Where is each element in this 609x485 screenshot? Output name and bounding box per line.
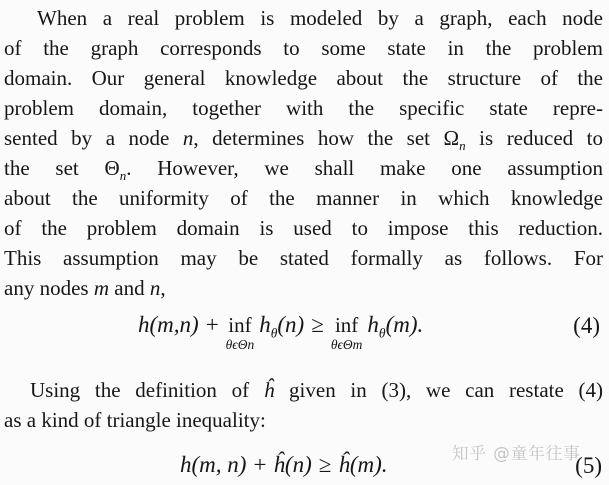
text-line-7: about the uniformity of the manner in which knowledge bbox=[4, 186, 603, 210]
text-line-11 bbox=[4, 375, 603, 405]
inf-subscript bbox=[331, 337, 363, 352]
inf-subscript bbox=[226, 337, 255, 352]
h-theta-n-term bbox=[259, 312, 305, 341]
theta-subscript: θ bbox=[378, 325, 386, 341]
plus-operator: + bbox=[205, 312, 219, 337]
math-arg-m: (m). bbox=[385, 312, 424, 337]
text-line-8: of the problem domain is used to impose this reduction. bbox=[4, 216, 603, 240]
paragraph-2 bbox=[4, 375, 603, 435]
inf-label: inf bbox=[334, 313, 359, 337]
inf-label: inf bbox=[228, 313, 252, 337]
math-term-hmn: h(m,n) bbox=[138, 312, 199, 337]
text-segment: and bbox=[109, 276, 150, 300]
text-segment: Using the definition of bbox=[30, 378, 264, 402]
math-term-hhat-n: ĥ(n) bbox=[273, 452, 312, 477]
math-var-n: n bbox=[182, 126, 194, 150]
text-line-3: domain. Our general knowledge about the structure of the bbox=[4, 66, 603, 90]
math-subscript-n: n bbox=[119, 168, 127, 184]
plus-operator: + bbox=[253, 452, 267, 477]
equation-4-number: (4) bbox=[573, 313, 600, 338]
math-var-h: h bbox=[259, 312, 271, 337]
math-var-n: n bbox=[247, 337, 255, 352]
text-segment: the set bbox=[4, 156, 105, 180]
math-term-hhat-m: ĥ(m). bbox=[338, 452, 388, 477]
equation-5-formula bbox=[180, 449, 388, 481]
math-term-hmn: h(m, n) bbox=[180, 452, 247, 477]
text-segment: any nodes bbox=[4, 276, 94, 300]
text-line-2: of the graph corresponds to some state in the problem bbox=[4, 36, 603, 60]
math-var-h-hat: ĥ bbox=[263, 378, 275, 402]
text-line-6 bbox=[4, 153, 603, 183]
equation-4-formula bbox=[138, 309, 423, 352]
math-var-m: m bbox=[93, 276, 109, 300]
text-line-4: problem domain, together with the specific state repre- bbox=[4, 96, 603, 120]
math-var-n: n bbox=[149, 276, 161, 300]
math-symbol-omega: Ω bbox=[443, 126, 460, 150]
text-segment: , bbox=[160, 276, 166, 300]
text-segment: is reduced to bbox=[465, 126, 604, 150]
text-line-10 bbox=[4, 273, 603, 303]
text-segment: sented by a node bbox=[4, 126, 183, 150]
text-line-5 bbox=[4, 123, 603, 153]
equation-5-number: (5) bbox=[575, 453, 602, 478]
text-line-12: as a kind of triangle inequality: bbox=[4, 408, 266, 432]
theta-in-set: θϵΘ bbox=[330, 337, 353, 352]
theta-in-set: θϵΘ bbox=[225, 337, 248, 352]
h-theta-m-term bbox=[367, 312, 424, 341]
text-segment: . However, we shall make one assumption bbox=[126, 156, 603, 180]
text-line-1: When a real problem is modeled by a graph, each node bbox=[37, 6, 603, 30]
text-segment: , determines how the set bbox=[193, 126, 444, 150]
math-var-m: m bbox=[352, 337, 363, 352]
math-var-h: h bbox=[367, 312, 379, 337]
equation-4 bbox=[0, 309, 609, 367]
text-line-9: This assumption may be stated formally as follows. For bbox=[4, 246, 603, 270]
geq-operator: ≥ bbox=[311, 312, 324, 337]
math-subscript-n: n bbox=[459, 138, 466, 154]
paragraph-1 bbox=[4, 3, 603, 303]
text-segment: given in (3), we can restate (4) bbox=[274, 378, 603, 402]
zhihu-watermark: 知乎 @童年往事 bbox=[452, 444, 581, 463]
geq-operator: ≥ bbox=[318, 452, 332, 477]
inf-operator-m bbox=[331, 313, 363, 352]
theta-subscript: θ bbox=[270, 325, 278, 341]
math-arg-n: (n) bbox=[277, 312, 305, 337]
math-symbol-theta-cap: Θ bbox=[104, 156, 120, 180]
inf-operator-n bbox=[226, 313, 255, 352]
